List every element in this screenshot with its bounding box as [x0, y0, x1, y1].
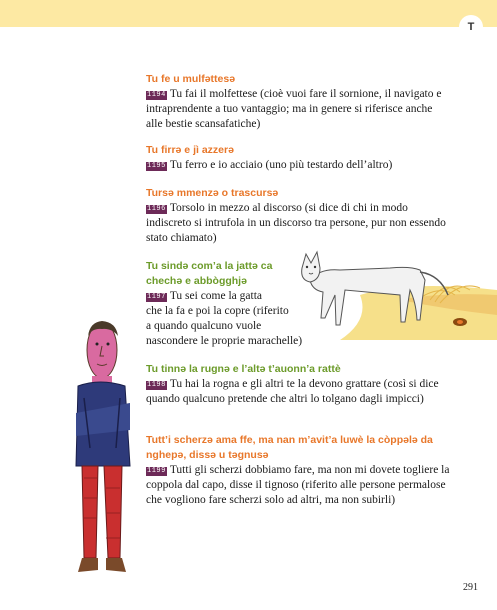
entry-text	[146, 158, 446, 173]
entry-text	[146, 87, 446, 132]
entry-text	[146, 201, 446, 246]
entry-heading: Tu fe u mulfəttesə	[146, 73, 236, 85]
entry-number-badge: 1198	[147, 381, 166, 389]
entry-number-badge: 1197	[147, 293, 166, 301]
entry-text	[146, 463, 451, 508]
entry-1194	[146, 72, 446, 132]
entry-heading: Tu tinnə la rugnə e l’altə t’auonn’a rattè	[146, 363, 341, 375]
entry-heading-line-2: chechə e abbògghjə	[146, 275, 247, 287]
entry-heading: Tursə mmenzə o trascursə	[146, 187, 279, 199]
entry-translation-line-2: che la fa e poi la copre (riferito	[146, 305, 289, 317]
entry-number-badge: 1195	[147, 162, 166, 170]
entry-text	[146, 289, 316, 304]
entry-heading: Tutt’i scherzə ama ffe, ma nan m’avit’a luwè la còppələ da nghepə, dissə u təgnusə	[146, 434, 433, 461]
entry-translation: Tutti gli scherzi dobbiamo fare, ma non mi dovete togliere la coppola dal capo, disse il tignoso (riferito alle persone permalose che vogliono fare scherzi solo ad altri, ma non subirli)	[146, 464, 450, 506]
entry-translation: Torsolo in mezzo al discorso (si dice di chi in modo indiscreto si intrufola in un discorso tra persone, pur non essendo stato chiamato)	[146, 202, 446, 244]
page-number: 291	[463, 582, 478, 593]
entry-text	[146, 377, 451, 407]
top-color-band	[0, 0, 497, 27]
entry-translation-line-4: nascondere le proprie marachelle)	[146, 335, 303, 347]
entry-number-badge: 1196	[147, 205, 166, 213]
entry-1199	[146, 433, 451, 508]
entry-1197	[146, 259, 316, 349]
entry-number-badge: 1194	[147, 91, 166, 99]
entry-1195	[146, 143, 446, 173]
entry-number-badge: 1199	[147, 467, 166, 475]
entry-translation: Tu hai la rogna e gli altri te la devono grattare (così si dice quando qualcuno pretende che altri lo tolgano dagli impicci)	[146, 378, 439, 405]
entry-heading-line-1: Tu sində com’a la jattə ca	[146, 260, 273, 272]
entry-1198	[146, 362, 451, 407]
entry-translation: Tu fai il molfettese (cioè vuoi fare il sornione, il navigato e intraprendente a tuo vantaggio; ma in genere si riferisce anche alle bestie scansafatiche)	[146, 88, 442, 130]
entry-translation-line-1: Tu sei come la gatta	[169, 290, 263, 302]
entry-translation: Tu ferro e io acciaio (uno più testardo dell’altro)	[169, 159, 393, 171]
entry-heading: Tu firrə e jì azzerə	[146, 144, 234, 156]
entry-1196	[146, 186, 446, 246]
boy-illustration	[70, 318, 140, 578]
section-letter-badge: T	[459, 15, 483, 39]
entry-translation-line-3: a quando qualcuno vuole	[146, 320, 262, 332]
